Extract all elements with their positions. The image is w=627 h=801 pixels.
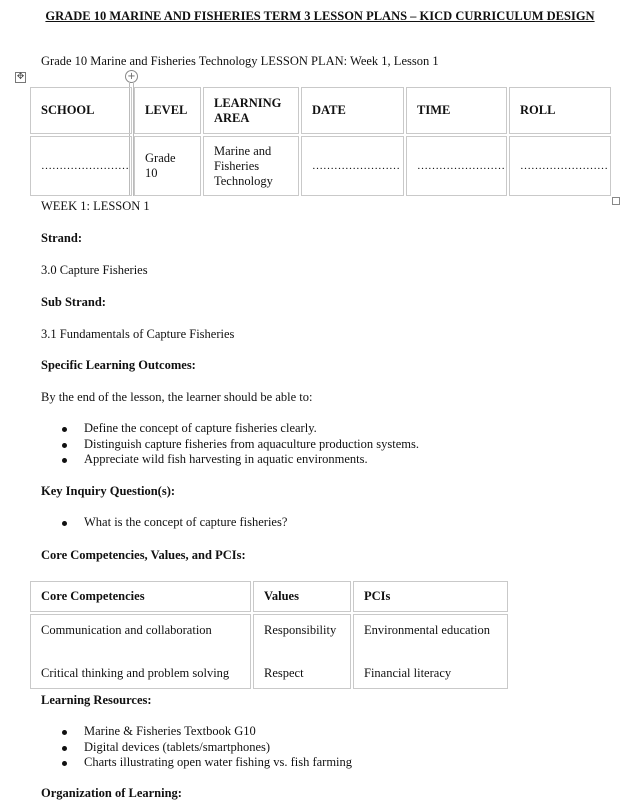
outcomes-heading: Specific Learning Outcomes:	[41, 358, 196, 372]
table-resize-handle-icon[interactable]	[612, 197, 620, 205]
header-time: TIME	[406, 87, 507, 134]
resources-list	[62, 724, 352, 771]
list-item: Marine & Fisheries Textbook G10	[62, 724, 352, 740]
resources-heading: Learning Resources:	[41, 693, 152, 707]
competencies-heading: Core Competencies, Values, and PCIs:	[41, 548, 246, 562]
strand-heading: Strand:	[41, 231, 82, 245]
list-item: Digital devices (tablets/smartphones)	[62, 740, 352, 756]
header-learning-area: LEARNING AREA	[203, 87, 299, 134]
sub-strand-heading: Sub Strand:	[41, 295, 106, 309]
header-roll: ROLL	[509, 87, 611, 134]
header-values: Values	[253, 581, 351, 612]
table-cell-text: Critical thinking and problem solving	[41, 666, 230, 680]
page-title: GRADE 10 MARINE AND FISHERIES TERM 3 LESSON PLANS – KICD CURRICULUM DESIGN	[45, 9, 595, 23]
cell-school[interactable]: ……………………	[30, 136, 132, 196]
strand-value: 3.0 Capture Fisheries	[41, 263, 148, 277]
header-level: LEVEL	[134, 87, 201, 134]
table-cell-text: Financial literacy	[364, 666, 452, 680]
cell-time[interactable]: ……………………	[406, 136, 507, 196]
table-cell-text: Environmental education	[364, 623, 491, 637]
cell-learning-area[interactable]: Marine and Fisheries Technology	[203, 136, 299, 196]
inquiry-list	[62, 515, 287, 531]
list-item: Define the concept of capture fisheries clearly.	[62, 421, 419, 437]
lesson-plan-subtitle: Grade 10 Marine and Fisheries Technology LESSON PLAN: Week 1, Lesson 1	[41, 54, 439, 68]
list-item: Distinguish capture fisheries from aquaculture production systems.	[62, 437, 419, 453]
cell-date[interactable]: ……………………	[301, 136, 404, 196]
outcomes-intro: By the end of the lesson, the learner should be able to:	[41, 390, 313, 404]
inquiry-heading: Key Inquiry Question(s):	[41, 484, 176, 498]
add-column-icon[interactable]: +	[125, 70, 138, 83]
list-item: What is the concept of capture fisheries?	[62, 515, 287, 531]
organization-heading: Organization of Learning:	[41, 786, 182, 800]
header-school: SCHOOL	[30, 87, 132, 134]
header-core-competencies: Core Competencies	[30, 581, 251, 612]
list-item: Appreciate wild fish harvesting in aquatic environments.	[62, 452, 419, 468]
table-move-handle-icon[interactable]: ✥	[16, 72, 25, 82]
outcomes-list	[62, 421, 419, 468]
cell-competencies[interactable]	[30, 614, 251, 689]
table-cell-text: Communication and collaboration	[41, 623, 212, 637]
cell-level[interactable]: Grade 10	[134, 136, 201, 196]
sub-strand-value: 3.1 Fundamentals of Capture Fisheries	[41, 327, 235, 341]
week-lesson-label: WEEK 1: LESSON 1	[41, 199, 150, 213]
cell-values[interactable]	[253, 614, 351, 689]
cell-pcis[interactable]	[353, 614, 508, 689]
cell-roll[interactable]: ……………………	[509, 136, 611, 196]
table-cell-text: Responsibility	[264, 623, 337, 637]
header-date: DATE	[301, 87, 404, 134]
table-cell-text: Respect	[264, 666, 304, 680]
header-pcis: PCIs	[353, 581, 508, 612]
list-item: Charts illustrating open water fishing vs. fish farming	[62, 755, 352, 771]
